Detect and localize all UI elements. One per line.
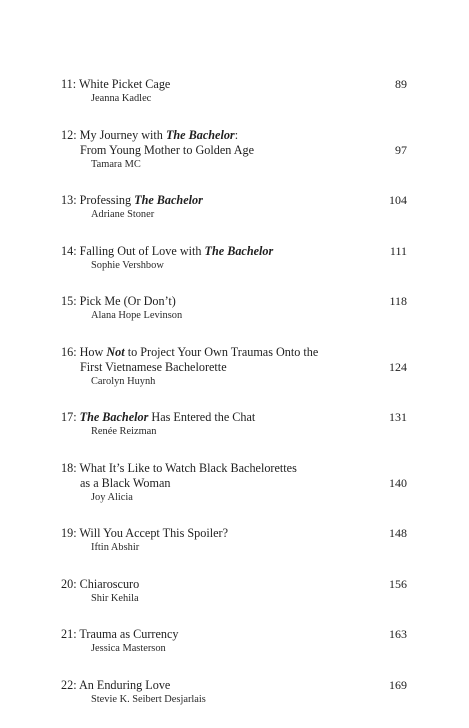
author-name: Shir Kehila: [91, 592, 139, 604]
author-name: Iftin Abshir: [91, 542, 140, 553]
page-number: 118: [389, 294, 407, 308]
author-name: Joy Alicia: [91, 491, 133, 503]
chapter-title-continued: [61, 143, 407, 158]
chapter-title: [61, 678, 407, 693]
chapter-title: [61, 77, 407, 92]
toc-entry: [61, 193, 407, 222]
author-name: Renée Reizman: [91, 426, 157, 437]
title-segment: 15: Pick Me (Or Don’t): [61, 294, 176, 308]
page-number: 97: [395, 142, 407, 157]
title-segment: From Young Mother to Golden Age: [80, 142, 255, 157]
title-segment: :: [234, 127, 239, 142]
toc-entry: [61, 244, 407, 273]
author-name: Carolyn Huynh: [91, 375, 156, 387]
title-segment: 12: My Journey with: [61, 127, 166, 142]
title-segment: 14: Falling Out of Love with: [61, 243, 205, 258]
title-segment: 13: Professing: [61, 193, 135, 207]
toc-entry: [61, 461, 407, 505]
toc-entry: [61, 577, 407, 606]
title-segment: 21: Trauma as Currency: [61, 627, 179, 641]
title-segment: 16: How: [61, 344, 107, 359]
title-segment: First Vietnamese Bachelorette: [80, 359, 227, 374]
chapter-title: [61, 526, 407, 541]
page-number: 104: [389, 193, 407, 207]
author-name: Alana Hope Levinson: [91, 310, 183, 321]
author-name: Stevie K. Seibert Desjarlais: [91, 693, 206, 705]
page-number: 169: [389, 677, 407, 692]
chapter-title: [61, 627, 407, 642]
page-number: 163: [389, 627, 407, 641]
toc-entry: [61, 526, 407, 555]
chapter-title: [61, 193, 407, 208]
chapter-title: [61, 244, 407, 259]
chapter-title: [61, 577, 407, 592]
page-number: 156: [389, 576, 407, 591]
title-segment: 17:: [61, 410, 80, 424]
toc-entry: [61, 294, 407, 323]
title-segment: 19: Will You Accept This Spoiler?: [61, 526, 228, 540]
table-of-contents: [61, 77, 407, 728]
author-name: Tamara MC: [91, 158, 141, 170]
italic-title-segment: The Bachelor: [204, 243, 274, 258]
page-number: 148: [389, 526, 407, 540]
chapter-title: [61, 294, 407, 309]
italic-title-segment: The Bachelor: [134, 193, 203, 207]
chapter-title-continued: [61, 476, 407, 491]
author-name: Sophie Vershbow: [91, 259, 164, 271]
toc-entry: [61, 678, 407, 707]
author-name: Adriane Stoner: [91, 209, 155, 220]
page-number: 140: [389, 475, 407, 490]
page-number: 124: [389, 359, 407, 374]
title-segment: to Project Your Own Traumas Onto the: [124, 344, 319, 359]
toc-entry: [61, 77, 407, 106]
toc-entry: [61, 345, 407, 389]
title-segment: 11: White Picket Cage: [61, 77, 171, 91]
toc-entry: [61, 128, 407, 172]
chapter-title-continued: [61, 360, 407, 375]
toc-entry: [61, 627, 407, 656]
italic-title-segment: Not: [106, 344, 125, 359]
chapter-title: [61, 128, 407, 143]
toc-entry: [61, 410, 407, 439]
chapter-title: [61, 345, 407, 360]
chapter-title: [61, 410, 407, 425]
title-segment: 20: Chiaroscuro: [61, 576, 140, 591]
author-name: Jessica Masterson: [91, 643, 166, 654]
author-name: Jeanna Kadlec: [91, 93, 152, 104]
title-segment: 18: What It’s Like to Watch Black Bachelorettes: [61, 460, 297, 475]
italic-title-segment: The Bachelor: [79, 410, 149, 424]
page-number: 111: [389, 243, 407, 258]
page-number: 89: [395, 77, 407, 91]
title-segment: 22: An Enduring Love: [61, 677, 171, 692]
chapter-title: [61, 461, 407, 476]
title-segment: as a Black Woman: [80, 475, 171, 490]
page-number: 131: [389, 410, 407, 424]
title-segment: Has Entered the Chat: [148, 410, 256, 424]
italic-title-segment: The Bachelor: [165, 127, 235, 142]
